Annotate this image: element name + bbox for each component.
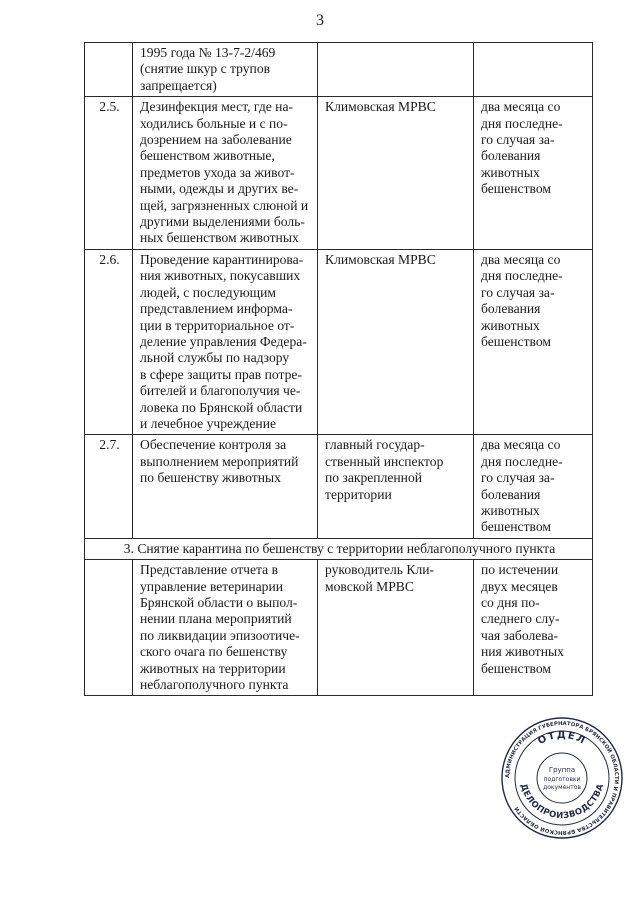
deadline-cell xyxy=(474,560,593,696)
action-cell xyxy=(133,249,318,434)
cell-text-line: ловека по Брянской области xyxy=(140,399,303,415)
deadline-cell xyxy=(474,97,593,250)
cell-text-line: другими выделениями боль- xyxy=(140,214,305,230)
cell-text-line: Представление отчета в xyxy=(140,562,278,578)
cell-text-line: и лечебное учреждение xyxy=(140,415,276,431)
cell-text-line: запрещается) xyxy=(140,77,217,93)
cell-text-line: неблагополучного пункта xyxy=(140,677,289,693)
responsible-cell xyxy=(318,560,474,696)
cell-text-line: предметов ухода за живот- xyxy=(140,164,295,180)
row-number-cell xyxy=(85,43,133,97)
cell-text-line: два месяца со xyxy=(481,251,561,267)
responsible-cell xyxy=(318,435,474,538)
cell-text-line: щей, загрязненных слюной и xyxy=(140,197,309,213)
cell-text-line: мовской МРВС xyxy=(325,578,414,594)
row-number-cell: 2.7. xyxy=(85,435,133,538)
cell-text-line: ского очага по бешенству xyxy=(140,644,288,660)
cell-text-line: Обеспечение контроля за xyxy=(140,437,287,453)
cell-text-line: животных xyxy=(481,502,540,518)
deadline-cell xyxy=(474,249,593,434)
page-number: 3 xyxy=(316,12,324,29)
cell-text-line: чая заболева- xyxy=(481,627,559,643)
cell-text-line: болевания xyxy=(481,486,541,502)
cell-text-line: ния животных xyxy=(481,644,564,660)
cell-text-line: следнего слу- xyxy=(481,611,560,627)
cell-text-line: животных xyxy=(481,164,540,180)
cell-text-line: дня последне- xyxy=(481,115,563,131)
cell-text-line: болевания xyxy=(481,301,541,317)
responsible-cell xyxy=(318,249,474,434)
table-row xyxy=(85,97,593,250)
table-row xyxy=(85,249,593,434)
cell-text-line: бешенством xyxy=(481,519,551,535)
cell-text-line: дня последне- xyxy=(481,453,563,469)
cell-text-line: животных xyxy=(481,317,540,333)
action-cell xyxy=(133,435,318,538)
cell-text-line: дозрением на заболевание xyxy=(140,132,292,148)
stamp-center-line-2: подготовки xyxy=(543,776,581,783)
stamp-inner-bottom-text: ДЕЛОПРОИЗВОДСТВА xyxy=(517,782,607,822)
cell-text-line: главный государ- xyxy=(325,437,425,453)
cell-text-line: животных на территории xyxy=(140,660,286,676)
section-heading-row xyxy=(85,538,593,559)
cell-text-line: по закрепленной xyxy=(325,470,423,486)
action-cell xyxy=(133,97,318,250)
cell-text-line: Дезинфекция мест, где на- xyxy=(140,99,294,115)
cell-text-line: 1995 года № 13-7-2/469 xyxy=(140,45,276,60)
cell-text-line: руководитель Кли- xyxy=(325,562,435,578)
section-3-heading: 3. Снятие карантина по бешенству с территории неблагополучного пункта xyxy=(85,538,593,559)
department-stamp xyxy=(500,716,624,840)
cell-text-line: Климовская МРВС xyxy=(325,251,436,267)
cell-text-line: ными, одежды и других ве- xyxy=(140,181,299,197)
cell-text-line: бешенством животные, xyxy=(140,148,275,164)
cell-text-line: Брянской области о выпол- xyxy=(140,595,298,610)
stamp-inner-top-text: ОТДЕЛ xyxy=(536,729,588,748)
cell-text-line: го случая за- xyxy=(481,470,555,486)
cell-text-line: (снятие шкур с трупов xyxy=(140,61,271,77)
cell-text-line: дня последне- xyxy=(481,268,563,284)
cell-text-line: по истечении xyxy=(481,562,559,578)
cell-text-line: по бешенству животных xyxy=(140,470,281,486)
action-plan-table xyxy=(84,42,593,696)
cell-text-line: территории xyxy=(325,486,392,502)
cell-text-line: два месяца со xyxy=(481,99,561,115)
cell-text-line: ции в территориальное от- xyxy=(140,317,295,333)
cell-text-line: го случая за- xyxy=(481,132,555,148)
cell-text-line: деление управления Федера- xyxy=(140,333,307,349)
table-row xyxy=(85,435,593,538)
cell-text-line: болевания xyxy=(481,148,541,164)
cell-text-line: в сфере защиты прав потре- xyxy=(140,366,302,382)
cell-text-line: нении плана мероприятий xyxy=(140,611,292,627)
cell-text-line: выполнением мероприятий xyxy=(140,453,299,469)
cell-text-line: ходились больные и с по- xyxy=(140,115,288,131)
cell-text-line: льной службы по надзору xyxy=(140,350,290,366)
cell-text-line: два месяца со xyxy=(481,437,561,453)
cell-text-line: со дня по- xyxy=(481,595,540,610)
cell-text-line: го случая за- xyxy=(481,284,555,300)
cell-text-line: ных бешенством животных xyxy=(140,230,299,246)
action-cell xyxy=(133,43,318,97)
deadline-cell xyxy=(474,435,593,538)
cell-text-line: представлением информа- xyxy=(140,301,293,317)
cell-text-line: людей, с последующим xyxy=(140,284,276,300)
cell-text-line: Климовская МРВС xyxy=(325,99,436,115)
stamp-outer-ring-text: АДМИНИСТРАЦИЯ ГУБЕРНАТОРА БРЯНСКОЙ ОБЛАСТИ И ПРАВИТЕЛЬСТВА БРЯНСКОЙ ОБЛАСТИ xyxy=(504,720,620,836)
stamp-center-line-3: документов xyxy=(543,784,581,791)
cell-text-line: ственный инспектор xyxy=(325,453,444,469)
table-row xyxy=(85,560,593,696)
stamp-center-line-1: Группа xyxy=(548,766,576,774)
cell-text-line: Проведение карантинирова- xyxy=(140,251,304,267)
responsible-cell xyxy=(318,97,474,250)
row-number-cell: 2.5. xyxy=(85,97,133,250)
cell-text-line: по ликвидации эпизоотиче- xyxy=(140,627,300,643)
cell-text-line: бителей и благополучия че- xyxy=(140,383,301,399)
action-cell xyxy=(133,560,318,696)
cell-text-line: ния животных, покусавших xyxy=(140,268,301,284)
row-number-cell: 2.6. xyxy=(85,249,133,434)
cell-text-line: управление ветеринарии xyxy=(140,578,284,594)
row-number-cell xyxy=(85,560,133,696)
cell-text-line: двух месяцев xyxy=(481,578,558,594)
cell-text-line: бешенством xyxy=(481,333,551,349)
responsible-cell xyxy=(318,43,474,97)
table-row xyxy=(85,43,593,97)
cell-text-line: бешенством xyxy=(481,181,551,197)
deadline-cell xyxy=(474,43,593,97)
cell-text-line: бешенством xyxy=(481,660,551,676)
